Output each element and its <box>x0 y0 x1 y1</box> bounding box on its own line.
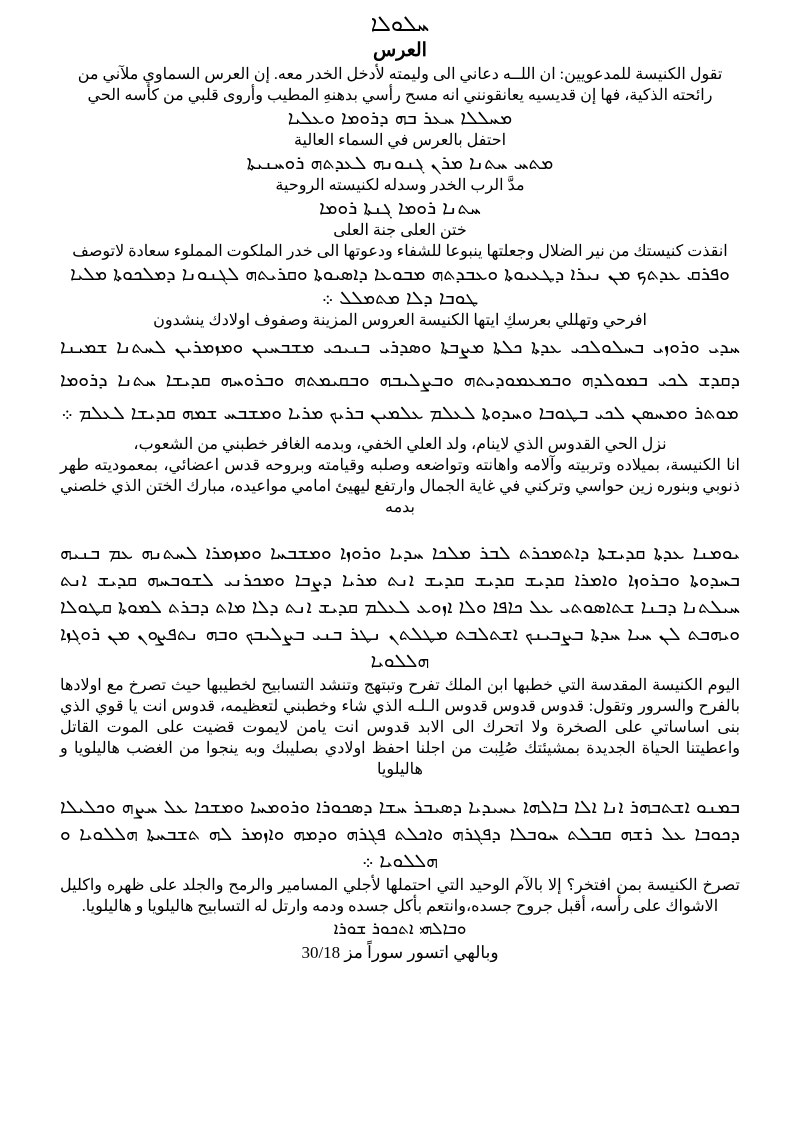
verse-2-arabic: مدَّ الرب الخدر وسدله لكنيسته الروحية <box>275 177 525 194</box>
verse-2-syriac: ܡܬܚ ܚܬܢܐ ܡܪܢ ܓܢܘܢܗ ܠܥܕܬܗ ܪܘܚܢܝܬܐ <box>246 152 554 174</box>
stanza-2-arabic-2: انا الكنيسة، بميلاده وتربيته وآلامه واهانته وتواضعه وصلبه وقيامته وبروحه قدس اعضائي، بمعموديته طهر ذنوبي وبنوره زين حواسي وتركني في غاية الجمال وارتفع ليهيئ امامي مواعيده، مبارك الختن الذي خلصني بدمه <box>60 457 741 516</box>
stanza-1-arabic-2: افرحي وتهللي بعرسكِ ايتها الكنيسة العروس المزينة وصفوف اولادك ينشدون <box>153 312 647 329</box>
syriac-title: ܚܠܘܠܐ <box>370 12 430 37</box>
spacer <box>60 780 740 794</box>
stanza-1-syriac-2: ܚܕܝ ܘܪܘܙܝ ܒܚܠܘܠܟܝ ܥܕܬܐ ܟܠܬܐ ܡܨܒܬܐ ܘܣܕܪܝ ܒܢܝܟܝ ܡܫܒܚܝܢ ܘܡܙܡܪܝܢ ܠܚܬܢܐ ܫܡܝܢܐ ܕܩܕܫ ܠܟܝ ܒܡܘܠܕܗ ܘܒܡܥܡܘܕܝܬܗ ܘܒܨܠܝܒܗ ܘܒܩܝܡܬܗ ܘܒܪܘܚܗ ܩܕܝܫܐ ܚܬܢܐ ܕܪܘܡܐ ܡܘܬܪ ܘܡܚܣܢ ܠܟܝ ܒܛܘܒܐ ܘܚܕܘܬܐ ܠܥܠܡ ܥܠܡܝܢ ܒܪܝܟ ܡܪܝܐ ܘܡܫܒܚ ܫܡܗ ܩܕܝܫܐ ܠܥܠܡ ܀ <box>60 336 740 424</box>
stanza-1-syriac-1: ܘܦܪܩ ܥܕܬܟ ܡܢ ܢܝܪܐ ܕܛܥܝܘܬܐ ܘܥܒܕܬܗ ܡܒܘܥܐ ܕܐܣܝܘܬܐ ܘܩܪܝܬܗ ܠܓܢܘܢܐ ܕܡܠܟܘܬܐ ܡܠܝܐ ܛܘܒܐ ܕܠܐ ܡܬܡܠܠ ܀ <box>70 263 730 309</box>
stanza-3-arabic: اليوم الكنيسة المقدسة التي خطبها ابن الملك تفرح وتبتهج وتنشد التسابيح لخطيبها حيث تصرخ مع اولادها بالفرح والسرور وتقول: قدوس قدوس قدوس الـلـه الذي شاء وخطبني لتعظيمه، قدوس انت يا قوي الذي بنى اساساتي على الصخرة ولا اتحرك الى الابد قدوس انت يامن لايموت قضيت على الموت القاتل واعطيتنا الحياة الجديدة بمشيئتك صُلِبت من اجلنا احفظ اولادي بصليبك وبه ينجوا من الغضب هاليلويا و هاليلويا <box>60 677 740 778</box>
document-page <box>60 10 740 965</box>
stanza-4-arabic: تصرخ الكنيسة بمن افتخر؟ إلا بالآم الوحيد التي احتملها لأجلي المسامير والرمح والجلد على ظهره واكليل الاشواك على رأسه، أقبل جروح جسده،وانتعم بأكل جسده ودمه وارتل له التسابيح هاليلويا و هاليلويا. <box>60 877 740 915</box>
stanza-3-syriac: ܝܘܡܢܐ ܥܕܬܐ ܩܕܝܫܬܐ ܕܐܬܡܟܪܬ ܠܒܪ ܡܠܟܐ ܚܕܝܐ ܘܪܘܙܐ ܘܡܫܒܚܐ ܘܡܙܡܪܐ ܠܚܬܢܗ ܥܡ ܒܢܝܗ ܒܚܕܘܬܐ ܘܒܪܘܙܐ ܘܐܡܪܐ ܩܕܝܫ ܩܕܝܫ ܩܕܝܫ ܐܢܬ ܡܪܝܐ ܕܨܒܐ ܘܡܟܪܢܝ ܠܫܘܒܚܗ ܩܕܝܫ ܐܢܬ ܚܝܠܬܢܐ ܕܒܢܐ ܫܬܐܣܘܬܝ ܥܠ ܟܐܦܐ ܘܠܐ ܐܙܘܥ ܠܥܠܡ ܩܕܝܫ ܐܢܬ ܕܠܐ ܡܐܬ ܕܒܪܬ ܠܡܘܬܐ ܩܛܘܠܐ ܘܝܗܒܬ ܠܢ ܚܝܐ ܚܕܬܐ ܒܨܒܝܢܟ ܐܫܬܠܒܬ ܡܛܠܬܢ ܢܛܪ ܒܢܝ ܒܨܠܝܒܟ ܘܒܗ ܢܬܦܨܘܢ ܡܢ ܪܘܓܙܐ ܗܠܠܘܝܐ <box>60 542 740 672</box>
signature-syriac: ܘܒܐܠܗܝ ܐܬܟܘܪ ܫܘܪܐ <box>333 919 467 939</box>
signature-arabic: وبالهي اتسور سوراً مز 30/18 <box>301 943 499 962</box>
stanza-4-syriac: ܒܡܢܘ ܐܫܬܒܗܪ ܐܢܐ ܐܠܐ ܒܐܠܗܐ ܝܚܝܕܝܐ ܕܣܝܒܪ ܚܫܐ ܕܣܟܘܪܐ ܘܪܘܡܚܐ ܘܡܫܟܐ ܥܠ ܚܨܗ ܘܟܠܝܠܐ ܕܟܘܒܐ ܥܠ ܪܫܗ ܩܒܠܬ ܚܘܒܠܐ ܕܦܓܪܗ ܘܐܟܠܬ ܦܓܪܗ ܘܕܡܗ ܘܐܙܡܪ ܠܗ ܬܫܒܚܬܐ ܗܠܠܘܝܐ ܘ ܗܠܠܘܝܐ ܀ <box>60 796 740 872</box>
stanza-2-arabic-1: نزل الحي القدوس الذي لاينام، ولد العلي الخفي، وبدمه الغافر خطبني من الشعوب، <box>133 436 667 453</box>
verse-1-arabic: احتفل بالعرس في السماء العالية <box>293 132 507 149</box>
verse-1-syriac: ܡܚܠܠܐ ܚܥܪ ܒܗ ܕܪܘܡܐ ܘܥܠܝܐ <box>287 107 513 129</box>
arabic-title: العرس <box>373 40 427 61</box>
intro-paragraph: تقول الكنيسة للمدعويين: ان اللــه دعاني الى وليمته لأدخل الخدر معه. إن العرس السماوي ملآني من رائحته الذكية، فها إن قديسيه يعانقونني انه مسح رأسي بدهنهِ المطيب وأروى قلبي من كأسه الحي <box>77 66 723 104</box>
spacer <box>60 518 740 540</box>
stanza-1-arabic-1: انقذت كنيستك من نير الضلال وجعلتها ينبوعا للشفاء ودعوتها الى خدر الملكوت المملوء سعادة لاتوصف <box>72 243 728 260</box>
verse-3-syriac: ܚܬܢܐ ܪܘܡܐ ܓܢܬܐ ܪܘܡܐ <box>319 197 481 219</box>
verse-3-arabic: ختن العلى جنة العلى <box>333 222 467 239</box>
